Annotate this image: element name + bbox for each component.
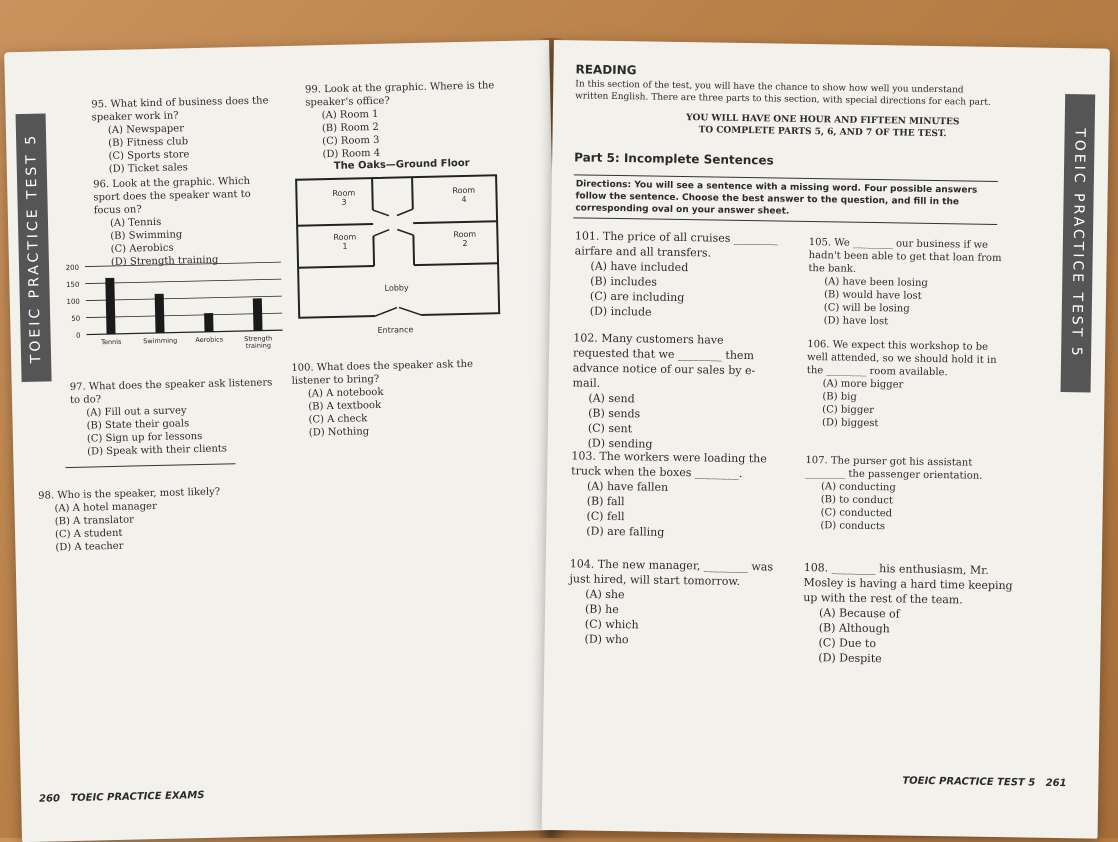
bar (105, 278, 115, 334)
room-4-number: 4 (461, 194, 467, 205)
option-d: (D) are falling (586, 524, 665, 539)
question-text: We ________ our business if we hadn't been able to get that loan from the bank. (808, 237, 1002, 275)
option-a: (A) Tennis (109, 216, 162, 230)
y-tick-label: 0 (76, 331, 81, 340)
option-a: (A) she (585, 587, 625, 602)
question-number: 102. (573, 331, 598, 345)
question-105 (808, 236, 1009, 330)
question-102 (572, 330, 779, 453)
y-tick-label: 150 (65, 280, 80, 290)
option-d: (D) Room 4 (322, 147, 381, 161)
directions-box (573, 174, 998, 225)
lobby-label: Lobby (384, 283, 409, 293)
option-a: (A) Room 1 (321, 108, 379, 122)
option-a: (A) A hotel manager (54, 501, 157, 515)
option-c: (C) are including (589, 289, 685, 305)
question-text: The new manager, ________ was just hired, will start tomorrow. (569, 557, 774, 588)
option-a: (A) Because of (818, 606, 900, 621)
room-4-label (452, 186, 475, 205)
right-page (542, 40, 1110, 839)
question-number: 101. (574, 229, 600, 243)
bar-chart (59, 256, 291, 360)
option-d: (D) conducts (820, 520, 886, 533)
option-d: (D) Despite (818, 651, 882, 666)
option-c: (C) A check (308, 413, 368, 426)
time-notice-line-1: YOU WILL HAVE ONE HOUR AND FIFTEEN MINUTES (686, 113, 960, 128)
option-a: (A) Newspaper (107, 123, 185, 137)
question-number: 100. (291, 362, 314, 374)
question-98 (38, 485, 239, 555)
option-d: (D) Speak with their clients (87, 443, 228, 458)
option-b: (B) Swimming (110, 229, 183, 243)
left-side-tab-label: TOEIC PRACTICE TEST 5 (22, 132, 45, 364)
option-b: (B) to conduct (820, 494, 893, 507)
question-number: 104. (569, 557, 595, 571)
question-107 (804, 454, 1005, 535)
left-footer-title: TOEIC PRACTICE EXAMS (70, 790, 205, 805)
question-100 (291, 357, 503, 440)
directions-text: You will see a sentence with a missing word. Four possible answers follow the sentence. Choose the best answer to the question, and fill in the corresponding oval on your answer sheet. (575, 180, 978, 217)
left-side-tab (16, 113, 52, 382)
option-b: (B) would have lost (823, 289, 922, 302)
option-c: (C) which (584, 617, 639, 632)
gridline (85, 279, 281, 283)
question-106 (806, 338, 1007, 432)
question-101 (574, 228, 780, 321)
option-a: (A) A notebook (307, 386, 384, 400)
room-2-number: 2 (462, 238, 468, 249)
bar (253, 298, 263, 330)
option-c: (C) fell (586, 509, 625, 524)
x-tick-label: Aerobics (195, 335, 224, 345)
bar (204, 313, 213, 332)
option-a: (A) more bigger (822, 378, 904, 391)
room-1-word: Room (333, 232, 357, 242)
option-b: (B) Fitness club (108, 136, 189, 150)
bar (155, 294, 165, 333)
question-number: 105. (808, 237, 832, 249)
left-page-number: 260 (38, 793, 61, 805)
option-c: (C) conducted (820, 507, 893, 520)
option-d: (D) Ticket sales (108, 162, 188, 176)
option-c: (C) Sports store (108, 149, 190, 163)
option-c: (C) sent (587, 421, 633, 436)
option-c: (C) Aerobics (110, 242, 174, 255)
room-3-word: Room (332, 188, 356, 198)
question-text: Look at the graphic. Where is the speaker's office? (305, 80, 495, 109)
option-a: (A) send (588, 391, 635, 406)
question-text: The price of all cruises ________ airfare and all transfers. (574, 229, 779, 260)
question-text: The workers were loading the truck when the boxes ________. (571, 449, 767, 481)
room-2-word: Room (453, 229, 477, 240)
question-104 (568, 556, 774, 649)
option-c: (C) Due to (818, 636, 877, 651)
question-number: 108. (803, 560, 829, 575)
x-tick-label: Tennis (101, 337, 122, 347)
option-b: (B) A translator (54, 514, 134, 528)
option-d: (D) biggest (821, 417, 879, 430)
option-c: (C) will be losing (823, 302, 910, 315)
room-1-number: 1 (342, 241, 348, 251)
question-text: What does the speaker ask listeners to do? (69, 377, 273, 406)
question-number: 107. (805, 455, 828, 467)
directions-label: Directions: (575, 179, 632, 191)
y-tick-label: 200 (65, 263, 80, 273)
option-d: (D) include (589, 304, 652, 319)
question-text: Who is the speaker, most likely? (57, 486, 221, 502)
room-3-number: 3 (341, 197, 347, 207)
bar-chart-svg (59, 256, 291, 356)
entrance-label: Entrance (377, 325, 414, 335)
question-text: What does the speaker ask the listener to bring? (291, 358, 474, 387)
right-side-tab-label: TOEIC PRACTICE TEST 5 (1068, 127, 1088, 359)
option-c: (C) Sign up for lessons (86, 430, 203, 445)
right-footer (902, 776, 1066, 790)
question-number: 103. (571, 449, 597, 463)
option-d: (D) Strength training (110, 254, 219, 268)
option-b: (B) A textbook (308, 399, 382, 413)
section-intro: In this section of the test, you will have the chance to show how well you understand written English. There are three parts to this section, with special directions for each part. (575, 79, 991, 108)
option-a: (A) have included (590, 259, 689, 275)
y-tick-label: 100 (66, 297, 80, 307)
option-c: (C) A student (54, 527, 123, 541)
question-number: 106. (807, 339, 830, 351)
option-b: (B) big (822, 391, 857, 403)
question-number: 99. (304, 84, 322, 96)
gridline (85, 262, 281, 266)
room-1-label (333, 232, 356, 251)
question-number: 96. (93, 179, 110, 191)
room-4-word: Room (452, 185, 476, 196)
part-title: Part 5: Incomplete Sentences (574, 150, 774, 168)
gridline (86, 313, 282, 317)
right-page-number: 261 (1045, 777, 1067, 790)
option-a: (A) conducting (820, 481, 896, 494)
y-tick-label: 50 (71, 314, 81, 323)
question-text: Look at the graphic. Which sport does the speaker want to focus on? (93, 175, 251, 217)
floor-plan-title: The Oaks—Ground Floor (333, 157, 470, 172)
question-103 (570, 448, 776, 541)
x-tick-label: Strength (244, 334, 273, 343)
left-footer (39, 790, 205, 805)
time-notice-line-2: TO COMPLETE PARTS 5, 6, AND 7 OF THE TEST. (698, 125, 947, 140)
right-side-tab (1061, 94, 1096, 392)
question-97 (70, 376, 282, 459)
question-number: 95. (91, 99, 108, 111)
option-b: (B) Although (818, 621, 890, 636)
option-d: (D) sending (587, 436, 653, 451)
option-a: (A) Fill out a survey (86, 405, 187, 419)
option-b: (B) State their goals (86, 418, 190, 432)
option-b: (B) includes (590, 274, 658, 289)
room-3-label (332, 188, 355, 207)
section-heading: READING (575, 62, 637, 78)
question-number: 97. (69, 381, 86, 393)
question-text: We expect this workshop to be well attended, so we should hold it in the ________ room available. (806, 339, 997, 379)
question-96 (93, 174, 277, 269)
floor-plan (292, 157, 506, 352)
option-d: (D) who (584, 632, 629, 647)
option-b: (B) Room 2 (321, 121, 380, 135)
option-b: (B) sends (588, 406, 641, 421)
right-footer-title: TOEIC PRACTICE TEST 5 (902, 775, 1036, 789)
question-95 (91, 94, 273, 176)
option-c: (C) bigger (822, 404, 875, 417)
left-page (4, 40, 567, 842)
x-tick-label: training (245, 341, 272, 350)
option-b: (B) he (584, 602, 619, 617)
question-number: 98. (38, 490, 55, 502)
room-2-label (453, 230, 476, 249)
option-a: (A) have fallen (586, 479, 669, 494)
gridline (86, 296, 282, 300)
section-divider (66, 463, 236, 468)
option-d: (D) have lost (823, 315, 889, 328)
option-b: (B) fall (586, 494, 625, 509)
question-99 (305, 79, 507, 162)
question-text: Many customers have requested that we ________ them advance notice of our sales by e-mail. (572, 331, 756, 390)
option-c: (C) Room 3 (322, 134, 380, 148)
question-108 (802, 560, 1014, 668)
question-text: The purser got his assistant ________ the passenger orientation. (805, 455, 983, 482)
question-text: ________ his enthusiasm, Mr. Mosley is having a hard time keeping up with the rest of the team. (803, 561, 1013, 607)
option-d: (D) Nothing (308, 426, 370, 439)
x-tick-label: Swimming (143, 336, 178, 346)
option-d: (D) A teacher (55, 540, 124, 554)
time-notice (673, 112, 973, 141)
question-text: What kind of business does the speaker work in? (91, 95, 269, 124)
option-a: (A) have been losing (824, 276, 928, 289)
